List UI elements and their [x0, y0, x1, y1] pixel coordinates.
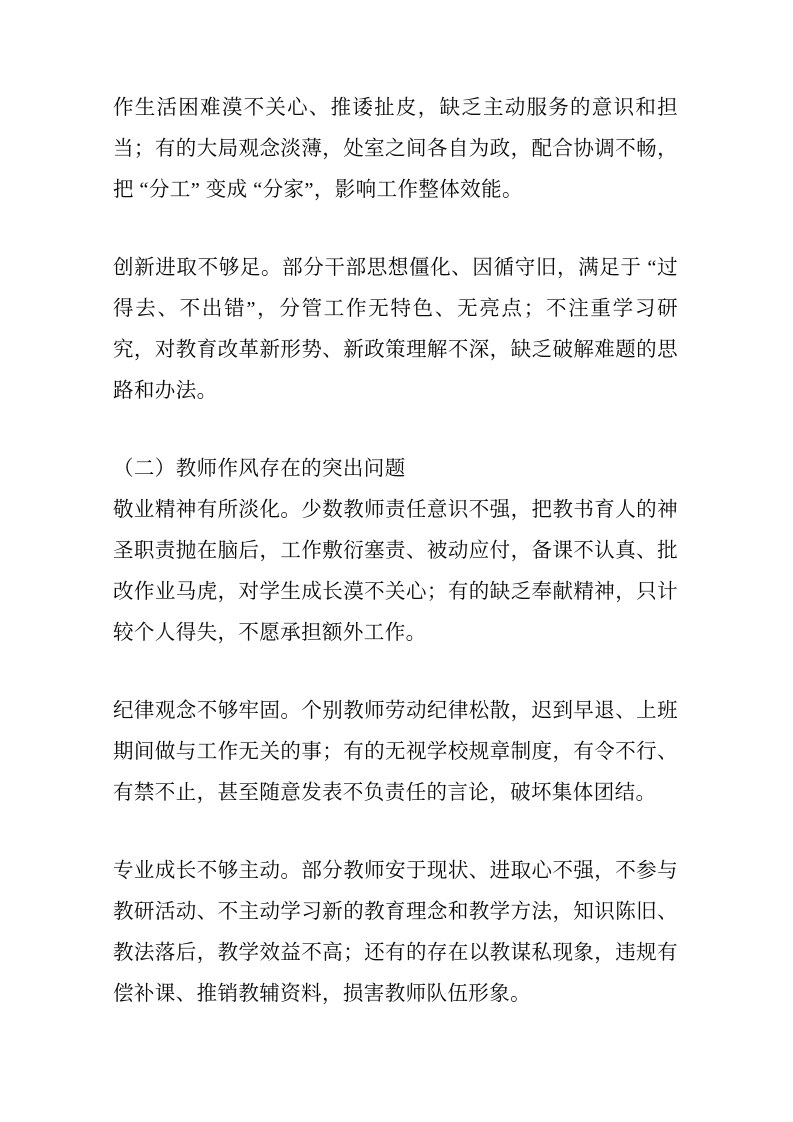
paragraph-5: 专业成长不够主动。部分教师安于现状、进取心不强，不参与教研活动、不主动学习新的教育理念和教学方法，知识陈旧、教法落后，教学效益不高；还有的存在以教谋私现象，违规有偿补课、推销教辅资料，损害教师队伍形象。 — [113, 860, 678, 1005]
paragraph-4: 纪律观念不够牢固。个别教师劳动纪律松散，迟到早退、上班期间做与工作无关的事；有的无视学校规章制度，有令不行、有禁不止，甚至随意发表不负责任的言论，破坏集体团结。 — [113, 700, 678, 804]
paragraph-2: 创新进取不够足。部分干部思想僵化、因循守旧，满足于 “过得去、不出错”，分管工作无特色、无亮点；不注重学习研究，对教育改革新形势、新政策理解不深，缺乏破解难题的思路和办法。 — [113, 257, 678, 402]
document-body — [113, 88, 678, 1015]
section-heading-2: （二）教师作风存在的突出问题 — [113, 458, 406, 480]
paragraph-1: 作生活困难漠不关心、推诿扯皮，缺乏主动服务的意识和担当；有的大局观念淡薄，处室之间各自为政，配合协调不畅，把 “分工” 变成 “分家”，影响工作整体效能。 — [113, 97, 678, 201]
paragraph-3: 敬业精神有所淡化。少数教师责任意识不强，把教书育人的神圣职责抛在脑后，工作敷衍塞责、被动应付，备课不认真、批改作业马虎，对学生成长漠不关心；有的缺乏奉献精神，只计较个人得失，不愿承担额外工作。 — [113, 499, 678, 644]
